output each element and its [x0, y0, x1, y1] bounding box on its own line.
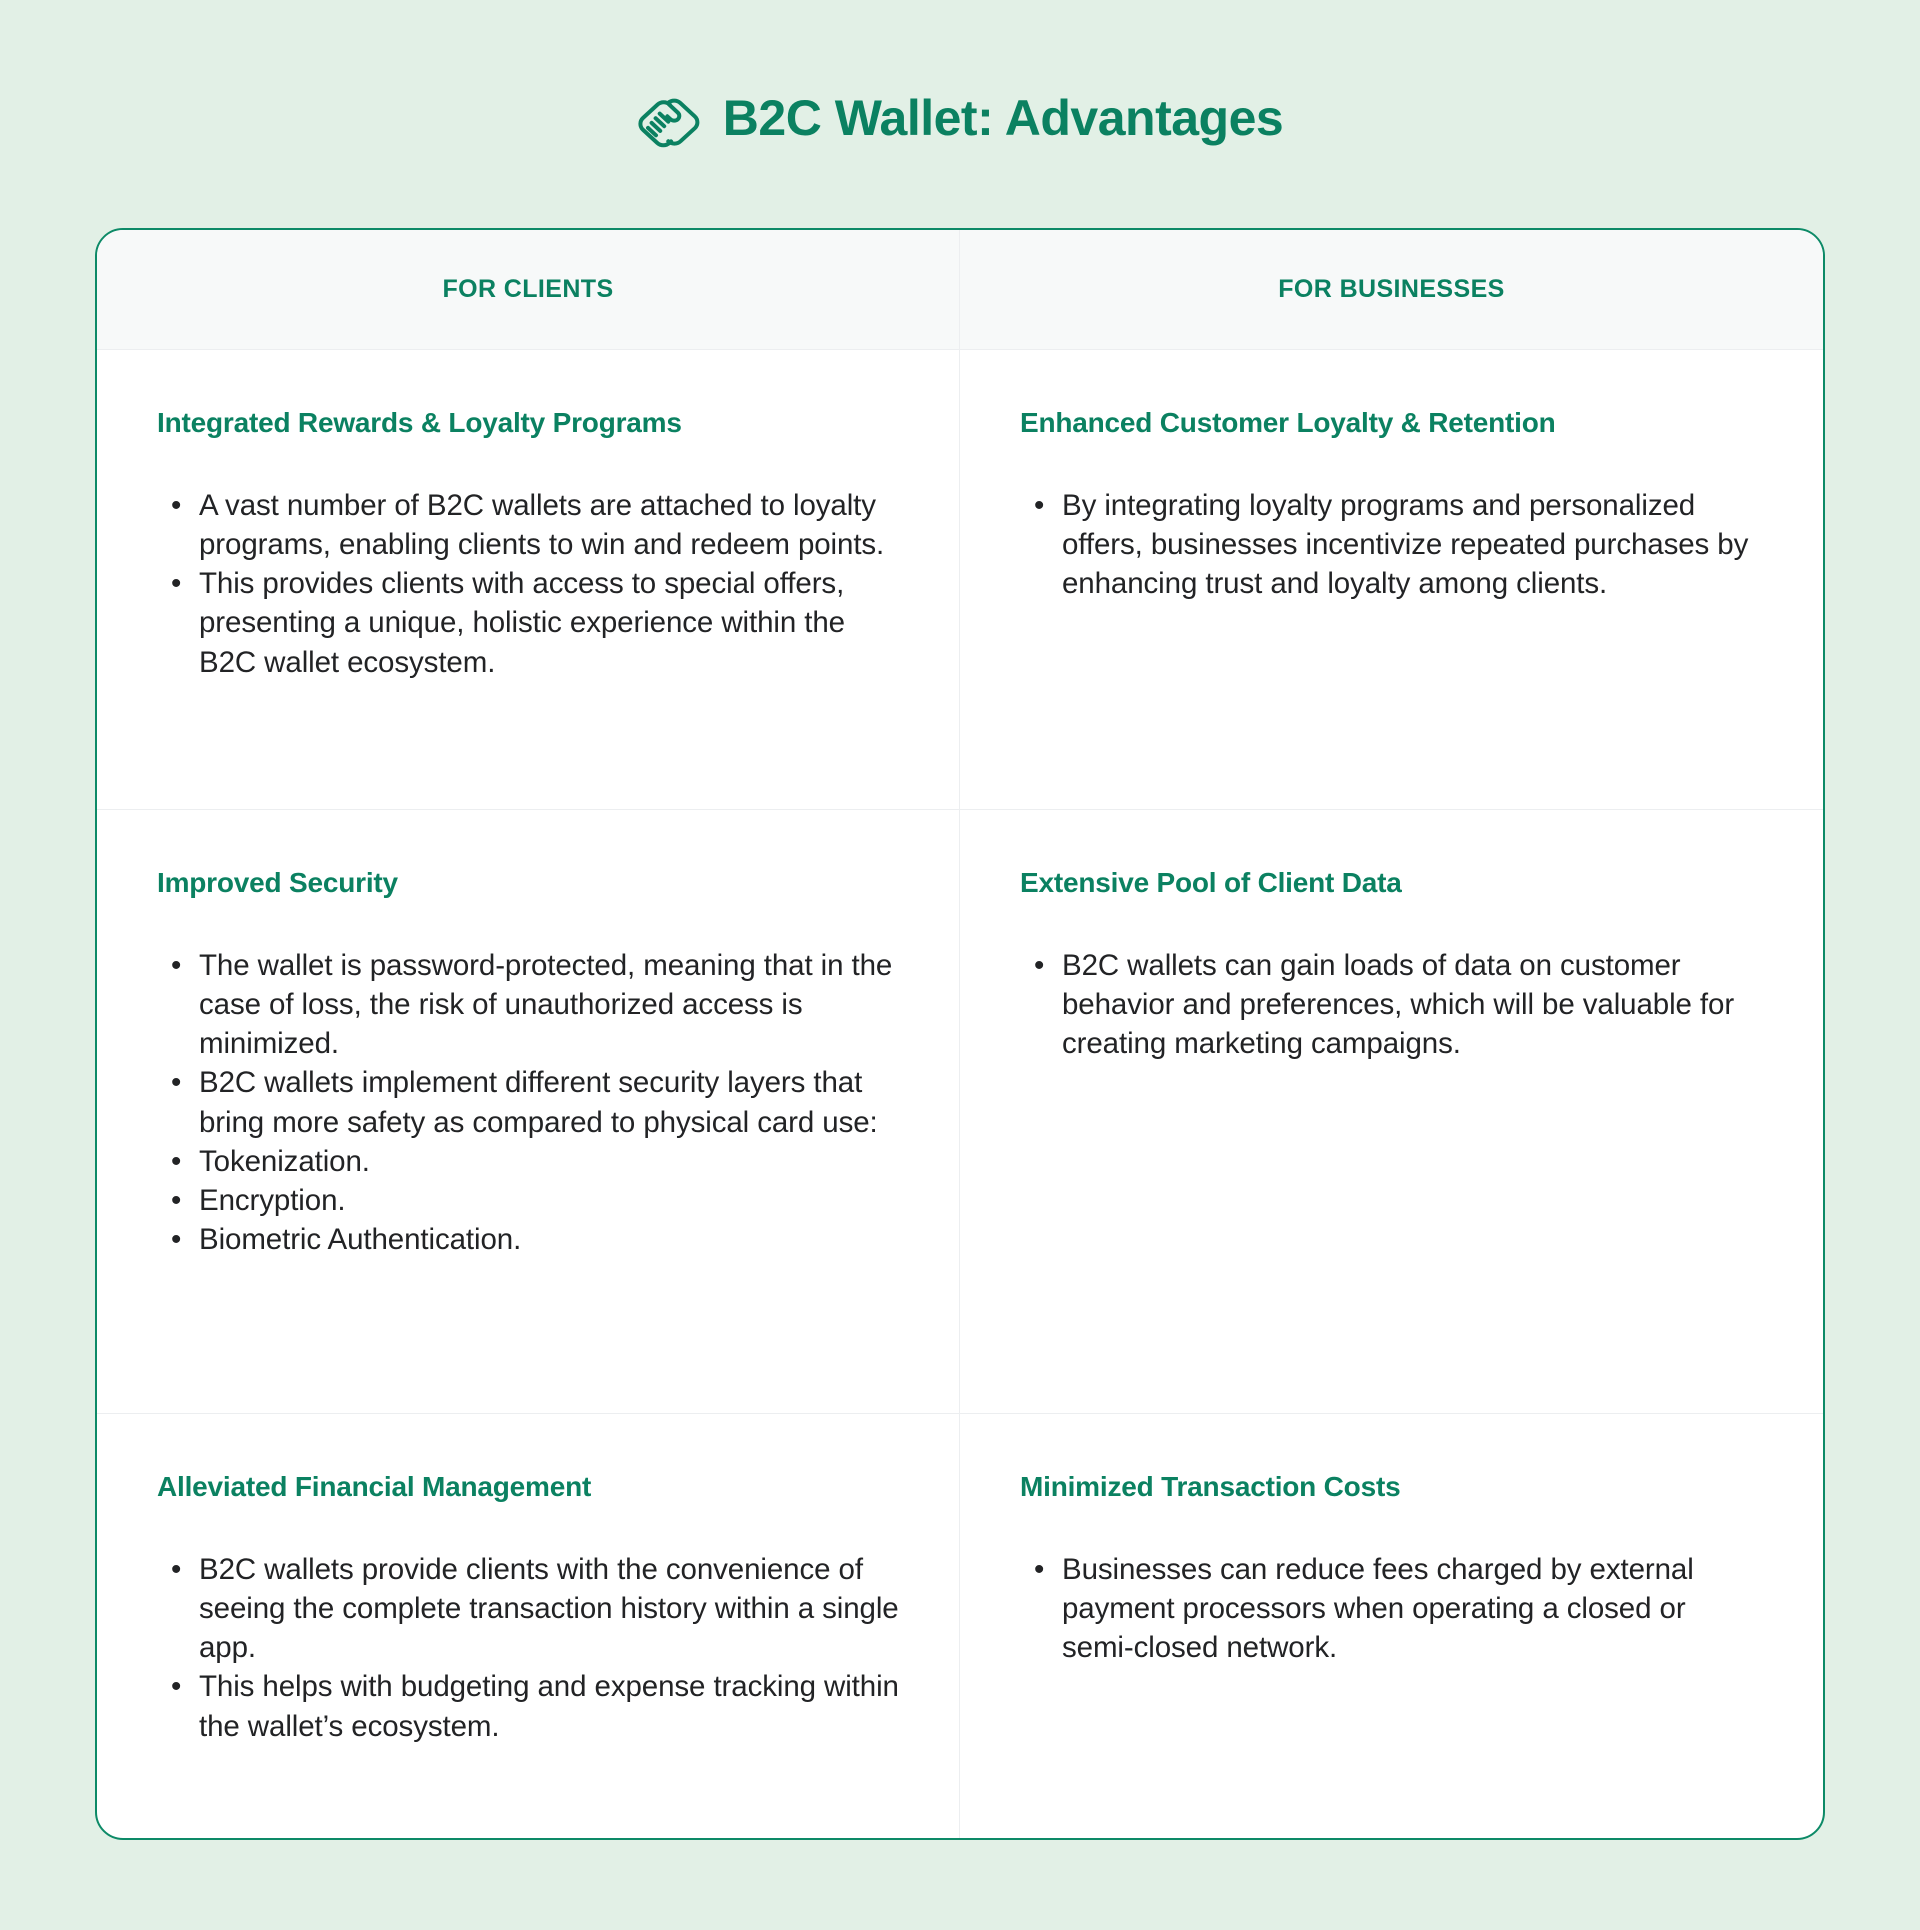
list-item: • Tokenization. — [157, 1142, 899, 1181]
list-item: • B2C wallets provide clients with the convenience of seeing the complete transaction history within a single app. — [157, 1550, 899, 1668]
advantages-table-card — [95, 228, 1825, 1840]
bullet-list — [157, 946, 899, 1260]
table-row — [97, 1414, 1823, 1840]
bullet-list — [1020, 486, 1763, 604]
list-item: • Businesses can reduce fees charged by external payment processors when operating a closed or semi-closed network. — [1020, 1550, 1763, 1668]
cell-title: Improved Security — [157, 867, 398, 898]
list-item: • Biometric Authentication. — [157, 1220, 899, 1259]
cell-clients-rewards — [97, 350, 960, 809]
cell-businesses-client-data — [960, 810, 1823, 1413]
bullet-list — [1020, 946, 1763, 1064]
cell-clients-security — [97, 810, 960, 1413]
list-item: • B2C wallets can gain loads of data on customer behavior and preferences, which will be valuable for creating marketing campaigns. — [1020, 946, 1763, 1064]
list-item: • This helps with budgeting and expense tracking within the wallet’s ecosystem. — [157, 1667, 899, 1745]
list-item: • A vast number of B2C wallets are attached to loyalty programs, enabling clients to win and redeem points. — [157, 486, 899, 564]
list-item: • B2C wallets implement different security layers that bring more safety as compared to physical card use: — [157, 1063, 899, 1141]
handshake-icon — [637, 89, 701, 153]
cell-title: Alleviated Financial Management — [157, 1471, 592, 1502]
list-item: • The wallet is password-protected, meaning that in the case of loss, the risk of unauthorized access is minimized. — [157, 946, 899, 1064]
table-row — [97, 350, 1823, 810]
cell-title: Extensive Pool of Client Data — [1020, 867, 1402, 898]
page-title-bar — [0, 0, 1920, 150]
cell-title: Integrated Rewards & Loyalty Programs — [157, 407, 682, 438]
cell-businesses-loyalty — [960, 350, 1823, 809]
cell-businesses-transaction-costs — [960, 1414, 1823, 1840]
cell-clients-financial-management — [97, 1414, 960, 1840]
table-row — [97, 810, 1823, 1414]
bullet-list — [157, 1550, 899, 1746]
cell-title: Minimized Transaction Costs — [1020, 1471, 1401, 1502]
page-title: B2C Wallet: Advantages — [722, 90, 1284, 146]
list-item: • By integrating loyalty programs and personalized offers, businesses incentivize repeated purchases by enhancing trust and loyalty among clients. — [1020, 486, 1763, 604]
list-item: • This provides clients with access to special offers, presenting a unique, holistic experience within the B2C wallet ecosystem. — [157, 564, 899, 682]
list-item: • Encryption. — [157, 1181, 899, 1220]
bullet-list — [157, 486, 899, 682]
cell-title: Enhanced Customer Loyalty & Retention — [1020, 407, 1556, 438]
bullet-list — [1020, 1550, 1763, 1668]
column-header-businesses: FOR BUSINESSES — [1278, 275, 1505, 303]
column-header-clients: FOR CLIENTS — [97, 230, 960, 349]
table-header-row — [97, 230, 1823, 350]
